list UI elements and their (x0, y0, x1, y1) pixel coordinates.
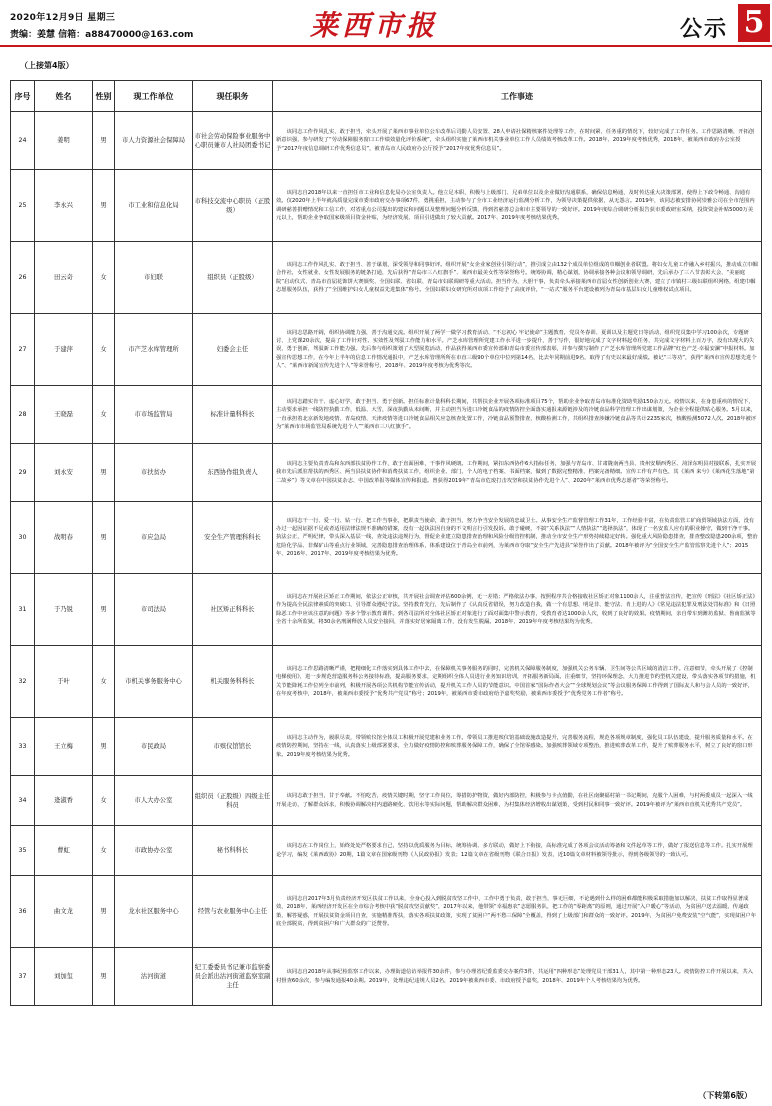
row-unit: 市产芝水库管理所 (115, 314, 193, 386)
table-row (11, 876, 762, 948)
row-deeds: 该同志在开展社区矫正工作期间，依法公正审核，共开展社会调查评估600余例，无一差错；严格依法办事，按照程序共合格接收社区矫正对象1100余人，注重普法宣传，把宣传《刑法》《社区矫正法》作为提高全民法律素质的突破口，引导群众遵纪守法。坚持教育先行，先后制作了《认真反省错误，努力改造自我，做一个有思想、明是非、能守法、肯上进的人》《常见违法犯罪及刑法处罚标准》和《日照除恶工作中应该注意的问题》等多个警示教育课件。到各司法所对全体社区矫正对象进行了面对面集中警示教育，受教育者达1000余人次，收到了良好的效果。疫情期间，亲自带车到潍坊监狱、鲁南监狱等全省十余所监狱，将30余名刑满释放人员安全接回，并落实好居家隔离工作，没有发生脱漏。2018年、2019年年度考核结果均为优秀。 (273, 574, 762, 646)
page-header (0, 0, 772, 52)
row-number: 37 (11, 948, 35, 1006)
row-deeds: 该同志自2018年以来一直担任市工业和信息化局办公室负责人。他立足本职，积极与上级部门、兄弟单位以及企业做好沟通联系，确保信息畅通，及时传达重大决策部署，使得上下政令畅通、沟通有效。仅2020年上半年就高质量完成市委市政府交办事项67件，勇挑重担，主动参与了全市工业经济运行监测分析工作，为领导决策提供依据，从无怨言。2019年，该同志被安排协同崇雅公司在全市范围内调研慈善捐赠情况和工信工作，对省重点公司提出的建议和问题以及整理问题分析反馈，得到省慈善总会和市主要领导的一致好评。2019年度综合调研分析报告获市委政研室采纳，投资资金补贴5000万美元以上，帮助企业争取国家级项目资金补贴，为经济发展、项目引进做出了较大贡献。2017年、2019年度考核结果优秀。 (273, 170, 762, 242)
row-number: 32 (11, 646, 35, 718)
issue-date: 2020年12月9日 星期三 (10, 13, 116, 23)
table-row (11, 574, 762, 646)
row-unit: 沽河街道 (115, 948, 193, 1006)
header-name: 姓名 (35, 81, 93, 112)
row-gender: 男 (93, 876, 115, 948)
row-name: 田云奇 (35, 242, 93, 314)
row-gender: 男 (93, 502, 115, 574)
row-position: 组织员（正股级）四级主任科员 (193, 776, 273, 826)
row-name: 曹虹 (35, 826, 93, 876)
row-deeds: 该同志工作作风扎实、敢于担当、善于谋划，深受领导和同事好评。组织开展“女企业家创业引领行动”，推引成立由132个成员单位组成的巾帼创业者联盟。将妇女儿童工作融入乡村振兴，推动成立巾帼合作社，女性就业、女性发展服务的链条打通，先后获得“青岛市三八红旗手”、莱西市最美女性等荣誉称号。统筹协调，精心谋划，协调承接各种会议和领导调研，先后承办了三八节表彰大会、“美丽庭院”启动仪式、青岛市首届花饰饼大赛颁奖、全国妇联、省妇联、青岛市妇联调研等重大活动。担当作为，大胆干事，负责牵头承接莱西市首届女性创新创业大赛，建立了市镇村三级妇联组织网络，组建巾帼志愿服务队伍，获得了“全国维护妇女儿童权益先进集体”称号。全国妇联妇女研究所对该项工作给予了高度评价，“一站式”服务平台建设被列为青岛市基层妇女儿童维权试点项目。 (273, 242, 762, 314)
header-gender: 性别 (93, 81, 115, 112)
row-name: 刘永安 (35, 444, 93, 502)
table-row (11, 948, 762, 1006)
row-position: 机关服务科科长 (193, 646, 273, 718)
row-position: 东西协作组负责人 (193, 444, 273, 502)
row-position: 秘书科科长 (193, 826, 273, 876)
continued-to-note: （下转第6版） (698, 1091, 752, 1100)
header-unit: 现工作单位 (115, 81, 193, 112)
row-gender: 男 (93, 112, 115, 170)
row-gender: 女 (93, 826, 115, 876)
table-row (11, 718, 762, 776)
row-deeds: 该同志在工作岗位上，始终处处严格要求自己，坚持以优质服务为目标，统筹协调、多方联动，做好上下衔接，高标准完成了各项会议活动筹备和文件起草等工作，做好了报送信息等工作。扎实开展理论学习，编发《莱西政协》20期，1篇文章在国家级刊物《人民政协报》发表；12篇文章在省级刊物《联合日报》发表，近10篇文章材料被领导批示，得到各级领导的一致认可。 (273, 826, 762, 876)
table-header-row (11, 81, 762, 112)
newspaper-masthead: 莱西市报 (310, 9, 439, 42)
row-unit: 市人力资源社会保障局 (115, 112, 193, 170)
row-unit: 市人大办公室 (115, 776, 193, 826)
table-row (11, 314, 762, 386)
row-position: 市社会劳动保险事业服务中心职员兼市人社局团委书记 (193, 112, 273, 170)
row-gender: 女 (93, 386, 115, 444)
personnel-table (10, 80, 762, 1006)
table-row (11, 646, 762, 718)
row-position: 社区矫正科科长 (193, 574, 273, 646)
row-unit: 市政协办公室 (115, 826, 193, 876)
row-unit: 市应急局 (115, 502, 193, 574)
row-number: 33 (11, 718, 35, 776)
row-unit: 市工业和信息化局 (115, 170, 193, 242)
row-deeds: 该同志自2017年3月负责经济开发区扶贫工作以来，全身心投入到脱贫攻坚工作中，工作中勇于负责，敢于担当，事无巨细，不论遇到什么样的困难都能积极采取措施加以解决，扶贫工作取得显著成效，2018年，莱西经济开发区在全市综合考核中获“脱贫攻坚贡献奖”，2017年以来，他带领“幸福惠农”志愿服务队，把工作的“零距离”的原则，通过开展“入户暖心”等活动，为贫困户送去温暖、传递政策、解答疑惑，开展扶贫资金项目自查，实施精准帮扶，落实各项扶贫政策，实现了贫困户“两不愁三保障”全覆盖，得到了上级部门和群众的一致好评。2019年，为贫困户免费安装“空气能”，实现贫困户年底全部脱贫，得到贫困户和广大群众的广泛赞誉。 (273, 876, 762, 948)
row-unit: 市扶贫办 (115, 444, 193, 502)
row-number: 26 (11, 242, 35, 314)
row-name: 战明春 (35, 502, 93, 574)
row-name: 李永兴 (35, 170, 93, 242)
continued-from-note: （上接第4版） (20, 61, 74, 70)
row-number: 30 (11, 502, 35, 574)
row-deeds: 该同志主动作为，履职尽责，带领殡仪馆全体员工积极开展党建和业务工作。带领员工推进殡仪馆基础设施改造提升，完善服务流程，规范各项规章制度，强化员工队伍建设，提升服务质量和水平。在疫情防控期间，坚持在一线，认真落实上级部署要求，全力做好疫情防控和殡葬服务保障工作，确保了全馆零感染。加强殡葬领域专项整治，推进殡葬改革工作，提升了殡葬服务水平，树立了良好的窗口形象。2019年度考核结果为优秀。 (273, 718, 762, 776)
row-number: 31 (11, 574, 35, 646)
row-number: 28 (11, 386, 35, 444)
row-gender: 男 (93, 718, 115, 776)
row-unit: 市市场监管局 (115, 386, 193, 444)
row-name: 于叶 (35, 646, 93, 718)
section-title: 公示 (680, 17, 729, 42)
row-name: 王晓磊 (35, 386, 93, 444)
row-name: 刘加玺 (35, 948, 93, 1006)
row-position: 纪工委委员书记兼市监察委员会派出沽河街道监察室副主任 (193, 948, 273, 1006)
row-position: 市殡仪馆馆长 (193, 718, 273, 776)
table-row (11, 112, 762, 170)
table-row (11, 776, 762, 826)
row-number: 35 (11, 826, 35, 876)
row-position: 安全生产管理科科长 (193, 502, 273, 574)
row-number: 24 (11, 112, 35, 170)
row-name: 于建萍 (35, 314, 93, 386)
row-deeds: 该同志踏实肯干、虚心好学，敢于担当、勇于创新。担任标准计量科科长期间，共帮扶企业开展各项标准项目75个，帮助企业争取青岛市标准化资助奖励150余万元。疫情以来，在身患重疾的情况下，主动要求承担一线防控执勤工作，低温、大雪，深夜执勤从未间断，并主动担当为进口冷链食品的疫情防控全面落实通报来源链涉及的冷链食品科学管理工作出谋划策，为企业全程提供贴心服务。5月以来，一直承担着北京新发地疫情、青岛疫情、天津疫情等进口冷链食品相关应急核查处置工作，冷链食品预警排查，核酸检测工作，共组织排查涉嫌冷链食品等共计2235家次，核酸检测5072人次。2018年被评为“莱西市市场监管局系统先进个人”“莱西市三八红旗手”。 (273, 386, 762, 444)
row-number: 34 (11, 776, 35, 826)
row-gender: 男 (93, 170, 115, 242)
row-position: 标准计量科科长 (193, 386, 273, 444)
header-deeds: 工作事迹 (273, 81, 762, 112)
row-position: 市科技交流中心职员（正股级） (193, 170, 273, 242)
row-position: 组织员（正股级） (193, 242, 273, 314)
row-name: 逄淑香 (35, 776, 93, 826)
row-number: 27 (11, 314, 35, 386)
table-row (11, 386, 762, 444)
table-row (11, 826, 762, 876)
editor-info: 责编：姜慧 信箱：a88470000@163.com (10, 30, 194, 40)
header-no: 序号 (11, 81, 35, 112)
row-deeds: 该同志工作作风扎实，敢于担当，牵头开展了莱西市事业单位公车改革后司勤人员安置、28人申请社保精核案件处理等工作，在时间紧、任务重的情况下，较好完成了工作任务。工作思路清晰，开拓创新意识强，参与研发了“劳动保障服务窗口工作绩效量化评价系统”，牵头组织实施了莱西市机关事业单位工作人员绩效考核改革工作。2018年、2019年度考核优秀，2018年，被莱西市政府办公室授予“2017年度信息调研工作优秀信息员”，被青岛市人民政府办公厅授予“2017年度优秀信息员”。 (273, 112, 762, 170)
row-name: 曲文龙 (35, 876, 93, 948)
header-divider (0, 45, 772, 47)
row-unit: 市妇联 (115, 242, 193, 314)
table-row (11, 242, 762, 314)
row-position: 妇委会主任 (193, 314, 273, 386)
row-deeds: 该同志主要负责青岛和东西部扶贫协作工作，敢于直面困难，干事作风硬朗。工作期间，紧扣东西协作6大指标任务，加强与青岛市、甘肃陇南两当县、贵州安顺西秀区、菏泽东明县对接联系，扎实开展我市先后派驻帮扶的西秀区、两当县扶贫协作和消费扶贫工作，组织企业、部门、个人的电子档案、书面档案，做到了数据完整精准、档案完备精细。宣传工作有声有色，其《莱西 来兮》《莱西花生落地“第二故乡”》等文章在中国扶贫杂志、中国改革报等媒体宣传和报道。曾获得2019年“青岛市危废打击攻坚和扶贫协作先进个人”、2020年“莱西市优秀志愿者”等荣誉称号。 (273, 444, 762, 502)
row-unit: 市机关事务服务中心 (115, 646, 193, 718)
row-position: 经管与农业服务中心主任 (193, 876, 273, 948)
header-position: 现任职务 (193, 81, 273, 112)
page-number-badge: 5 (738, 4, 770, 42)
row-unit: 市司法局 (115, 574, 193, 646)
row-name: 王立梅 (35, 718, 93, 776)
table-row (11, 444, 762, 502)
row-number: 29 (11, 444, 35, 502)
row-gender: 女 (93, 646, 115, 718)
row-deeds: 该同志思路开阔，组织协调能力强，善于沟通交流。组织开展了两学一做学习教育活动、“不忘初心 牢记使命”主题教育，党员冬春训、夏训以及主题党日等活动，组织党员集中学习100余次，专题研讨、上党课20余次，提高了工作针对性、实效性及驾驭工作能力和水平。产芝水库管理所党建工作水平进一步提升，善于写作，很好地完成了文字材料起草任务，共完成文字材料上百万字，没有出现大的失误，勇于创新，驾驭新工作能力强。先后参与组织策划了大型展览活动，作品获得莱西市委宣传部和青岛市委宣传部表彰，并参与撰写制作了产芝水库管理所党建工作品牌“红色产芝·幸福安澜”申报材料。加强宣传思想工作，在今年上半年的信息工作情况通报中，产芝水库管理所所在市直三级90个单位中位列第14名，比去年同期前进9名，取得了有史以来最好成绩。被记“三等功”，获得“莱西市宣传思想先进个人”、“莱西市新闻宣传先进个人”等荣誉称号，2018年、2019年度考核为优秀等次。 (273, 314, 762, 386)
row-deeds: 该同志干一行、爱一行、钻一行、把工作当事业，把职责当使命，敢于担当，努力争当安全发展的忠诚卫士。从事安全生产监督管理工作31年，工作经验丰富，在负责监管工矿商贸领域执法方面，没有办过一起因证据不足或者适用法律法规不准确的错案，没有一起执法因自身的不文明言行引发投诉。敢于碰硬，不搞“关系执法”“人情执法”“选择执法”，体现了一名安监人应有的职业操守，做到干净干事。执法公正，严明纪律，带头深入基层一线，查处违法违规行为，督促企业建立隐患排查治理和风险分级管控机制，推动全市安全生产形势持续稳定好转。强化重大风险隐患排查，排查整改隐患200余项，整治危险化学品、非煤矿山等重点行业领域，完善隐患排查治理体系，体系建设位于青岛全市前列，为莱西市夺取“安全生产先进县”荣誉作出了贡献。2018年被评为“全国安全生产监管监察先进个人”；2015年、2016年、2017年、2019年度考核结果为优秀。 (273, 502, 762, 574)
row-gender: 男 (93, 444, 115, 502)
table-row (11, 170, 762, 242)
row-gender: 女 (93, 776, 115, 826)
row-number: 25 (11, 170, 35, 242)
row-name: 姜明 (35, 112, 93, 170)
row-deeds: 该同志自2018年从事纪检监察工作以来，办理街道信访举报件30余件，参与办理省纪委监委交办案件3件，共运用“四种形态”处理党员干部31人，其中第一种形态23人。疫情防控工作开展以来，共入村督查60余次，参与编发通报40余期。2019年，处理违纪违规人员2名，2019年被莱西市委、市政府授予嘉奖，2018年、2019年个人考核结果均为优秀。 (273, 948, 762, 1006)
row-gender: 男 (93, 574, 115, 646)
table-row (11, 502, 762, 574)
row-deeds: 该同志敢于担当，甘于奉献。不怕吃苦，疫情关键时期，坚守工作岗位，筹措防护物资，做好内部防控，积极参与卡点值勤，在社区南聚福村第一书记期间，克服个人困难，与村两委成员一起深入一线开展走访，了解群众诉求，积极协调解决村内道路硬化、饮用水等实际问题，帮助解决群众困难，为村集体经济增收出谋划策，受到村民和同事一致好评。2019年被评为“莱西市直机关优秀共产党员”。 (273, 776, 762, 826)
row-name: 于乃锐 (35, 574, 93, 646)
row-unit: 市民政局 (115, 718, 193, 776)
row-deeds: 该同志工作思路清晰严谨，把精细化工作落实到具体工作中去，在保障机关事务服务的同时，完善机关保障服务制度，加强机关公务车辆、卫生间等公共区域的清洁工作。注意细节，牵头开展了《控制电梯使用》，进一步规范营造服务科公务接待标准，提高服务要求，定期组织全体人员进行业务知识培训，开拓服务新局面。注重细节，坚持环保理念，大力推进节约型机关建设，带头落实各项节约措施，机关节能降耗工作位列全市前列，积极开展各项公共机构节能宣传活动，提升机关工作人员的节能意识。中国首家“国际作者大会”“全球规划会议”等会议服务保障工作得到了国际友人和与会人员的一致好评，在年度考核中，2018年，被莱西市委授予“优秀共产党员”称号；2019年，被莱西市委市政府给予嘉奖奖励，被莱西市委授予“优秀党务工作者”称号。 (273, 646, 762, 718)
row-number: 36 (11, 876, 35, 948)
row-unit: 龙水社区服务中心 (115, 876, 193, 948)
row-gender: 男 (93, 948, 115, 1006)
row-gender: 女 (93, 242, 115, 314)
row-gender: 女 (93, 314, 115, 386)
